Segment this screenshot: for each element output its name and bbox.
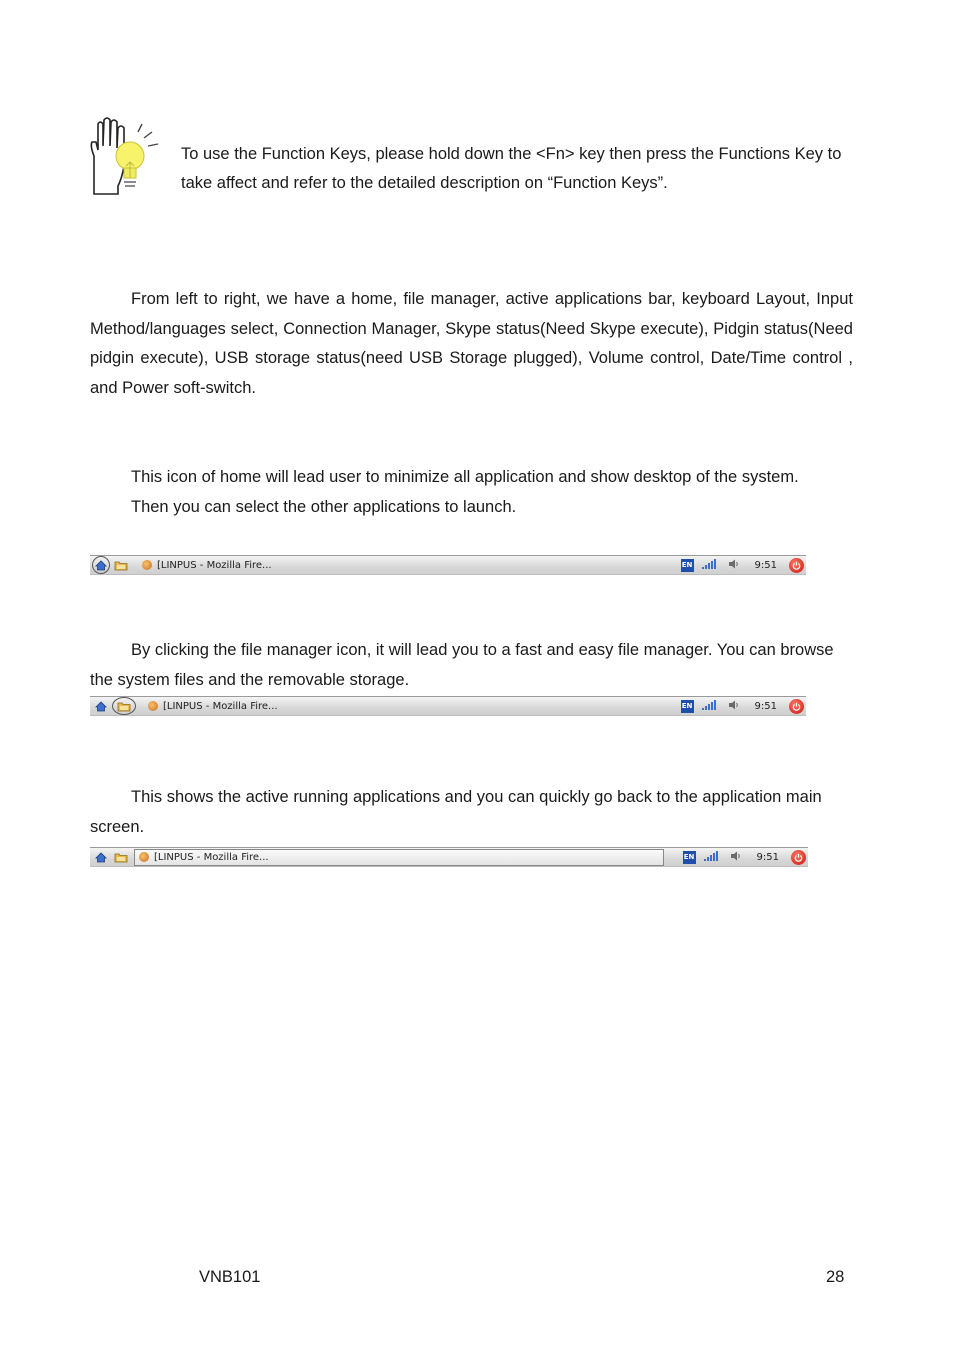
firefox-icon (139, 852, 149, 862)
volume-control-icon[interactable] (728, 559, 739, 572)
connection-manager-icon[interactable] (704, 851, 720, 864)
taskbar-home-highlight (90, 555, 806, 575)
page-number: 28 (826, 1268, 845, 1286)
taskbar-overview-paragraph (90, 285, 853, 403)
taskbar-overview-text: From left to right, we have a home, file manager, active applications bar, keyboard Layout, Input Method/languages select, Connection Manager, Skype status(Need Skype execute), Pidgin status(Need pidgin execute), USB storage status(need USB Storage plugged), Volume control, Date/Time control , and Power soft-switch. (90, 290, 853, 397)
volume-control-icon[interactable] (730, 851, 741, 864)
file-manager-icon[interactable] (112, 848, 130, 866)
power-button-icon[interactable] (791, 850, 806, 865)
taskbar-file-manager-highlight (90, 696, 806, 716)
file-manager-description: By clicking the file manager icon, it will lead you to a fast and easy file manager. You can browse the system files and the removable storage. (90, 641, 834, 689)
hand-lightbulb-icon (86, 116, 164, 198)
active-application-item[interactable] (144, 698, 282, 715)
active-applications-section (90, 783, 850, 842)
connection-manager-icon[interactable] (702, 559, 718, 572)
footer-model: VNB101 (199, 1268, 261, 1286)
file-manager-icon[interactable] (112, 556, 130, 574)
connection-manager-icon[interactable] (702, 700, 718, 713)
active-application-bar[interactable] (134, 849, 664, 866)
active-application-title: [LINPUS - Mozilla Fire... (157, 559, 272, 571)
firefox-icon (148, 701, 158, 711)
function-keys-note: To use the Function Keys, please hold down the <Fn> key then press the Functions Key to take affect and refer to the detailed description on “Function Keys”. (181, 145, 842, 192)
power-button-icon[interactable] (789, 558, 804, 573)
home-followup: Then you can select the other applications to launch. (131, 497, 517, 516)
taskbar-active-apps-highlight (90, 847, 808, 867)
clock[interactable]: 9:51 (754, 700, 777, 712)
active-application-item[interactable] (138, 557, 276, 574)
firefox-icon (142, 560, 152, 570)
home-icon[interactable] (92, 848, 110, 866)
active-application-title: [LINPUS - Mozilla Fire... (163, 700, 278, 712)
home-icon[interactable] (92, 556, 110, 574)
file-manager-icon[interactable] (112, 697, 136, 715)
active-application-title: [LINPUS - Mozilla Fire... (154, 851, 269, 863)
clock[interactable]: 9:51 (756, 851, 779, 863)
active-applications-description: This shows the active running applications and you can quickly go back to the application main screen. (90, 788, 822, 836)
keyboard-layout-icon[interactable]: EN (681, 700, 694, 713)
keyboard-layout-icon[interactable]: EN (681, 559, 694, 572)
power-button-icon[interactable] (789, 699, 804, 714)
clock[interactable]: 9:51 (754, 559, 777, 571)
home-description: This icon of home will lead user to minimize all application and show desktop of the system. (131, 468, 799, 486)
keyboard-layout-icon[interactable]: EN (683, 851, 696, 864)
home-icon[interactable] (92, 697, 110, 715)
home-section (90, 463, 850, 522)
file-manager-section (90, 636, 850, 695)
volume-control-icon[interactable] (728, 700, 739, 713)
